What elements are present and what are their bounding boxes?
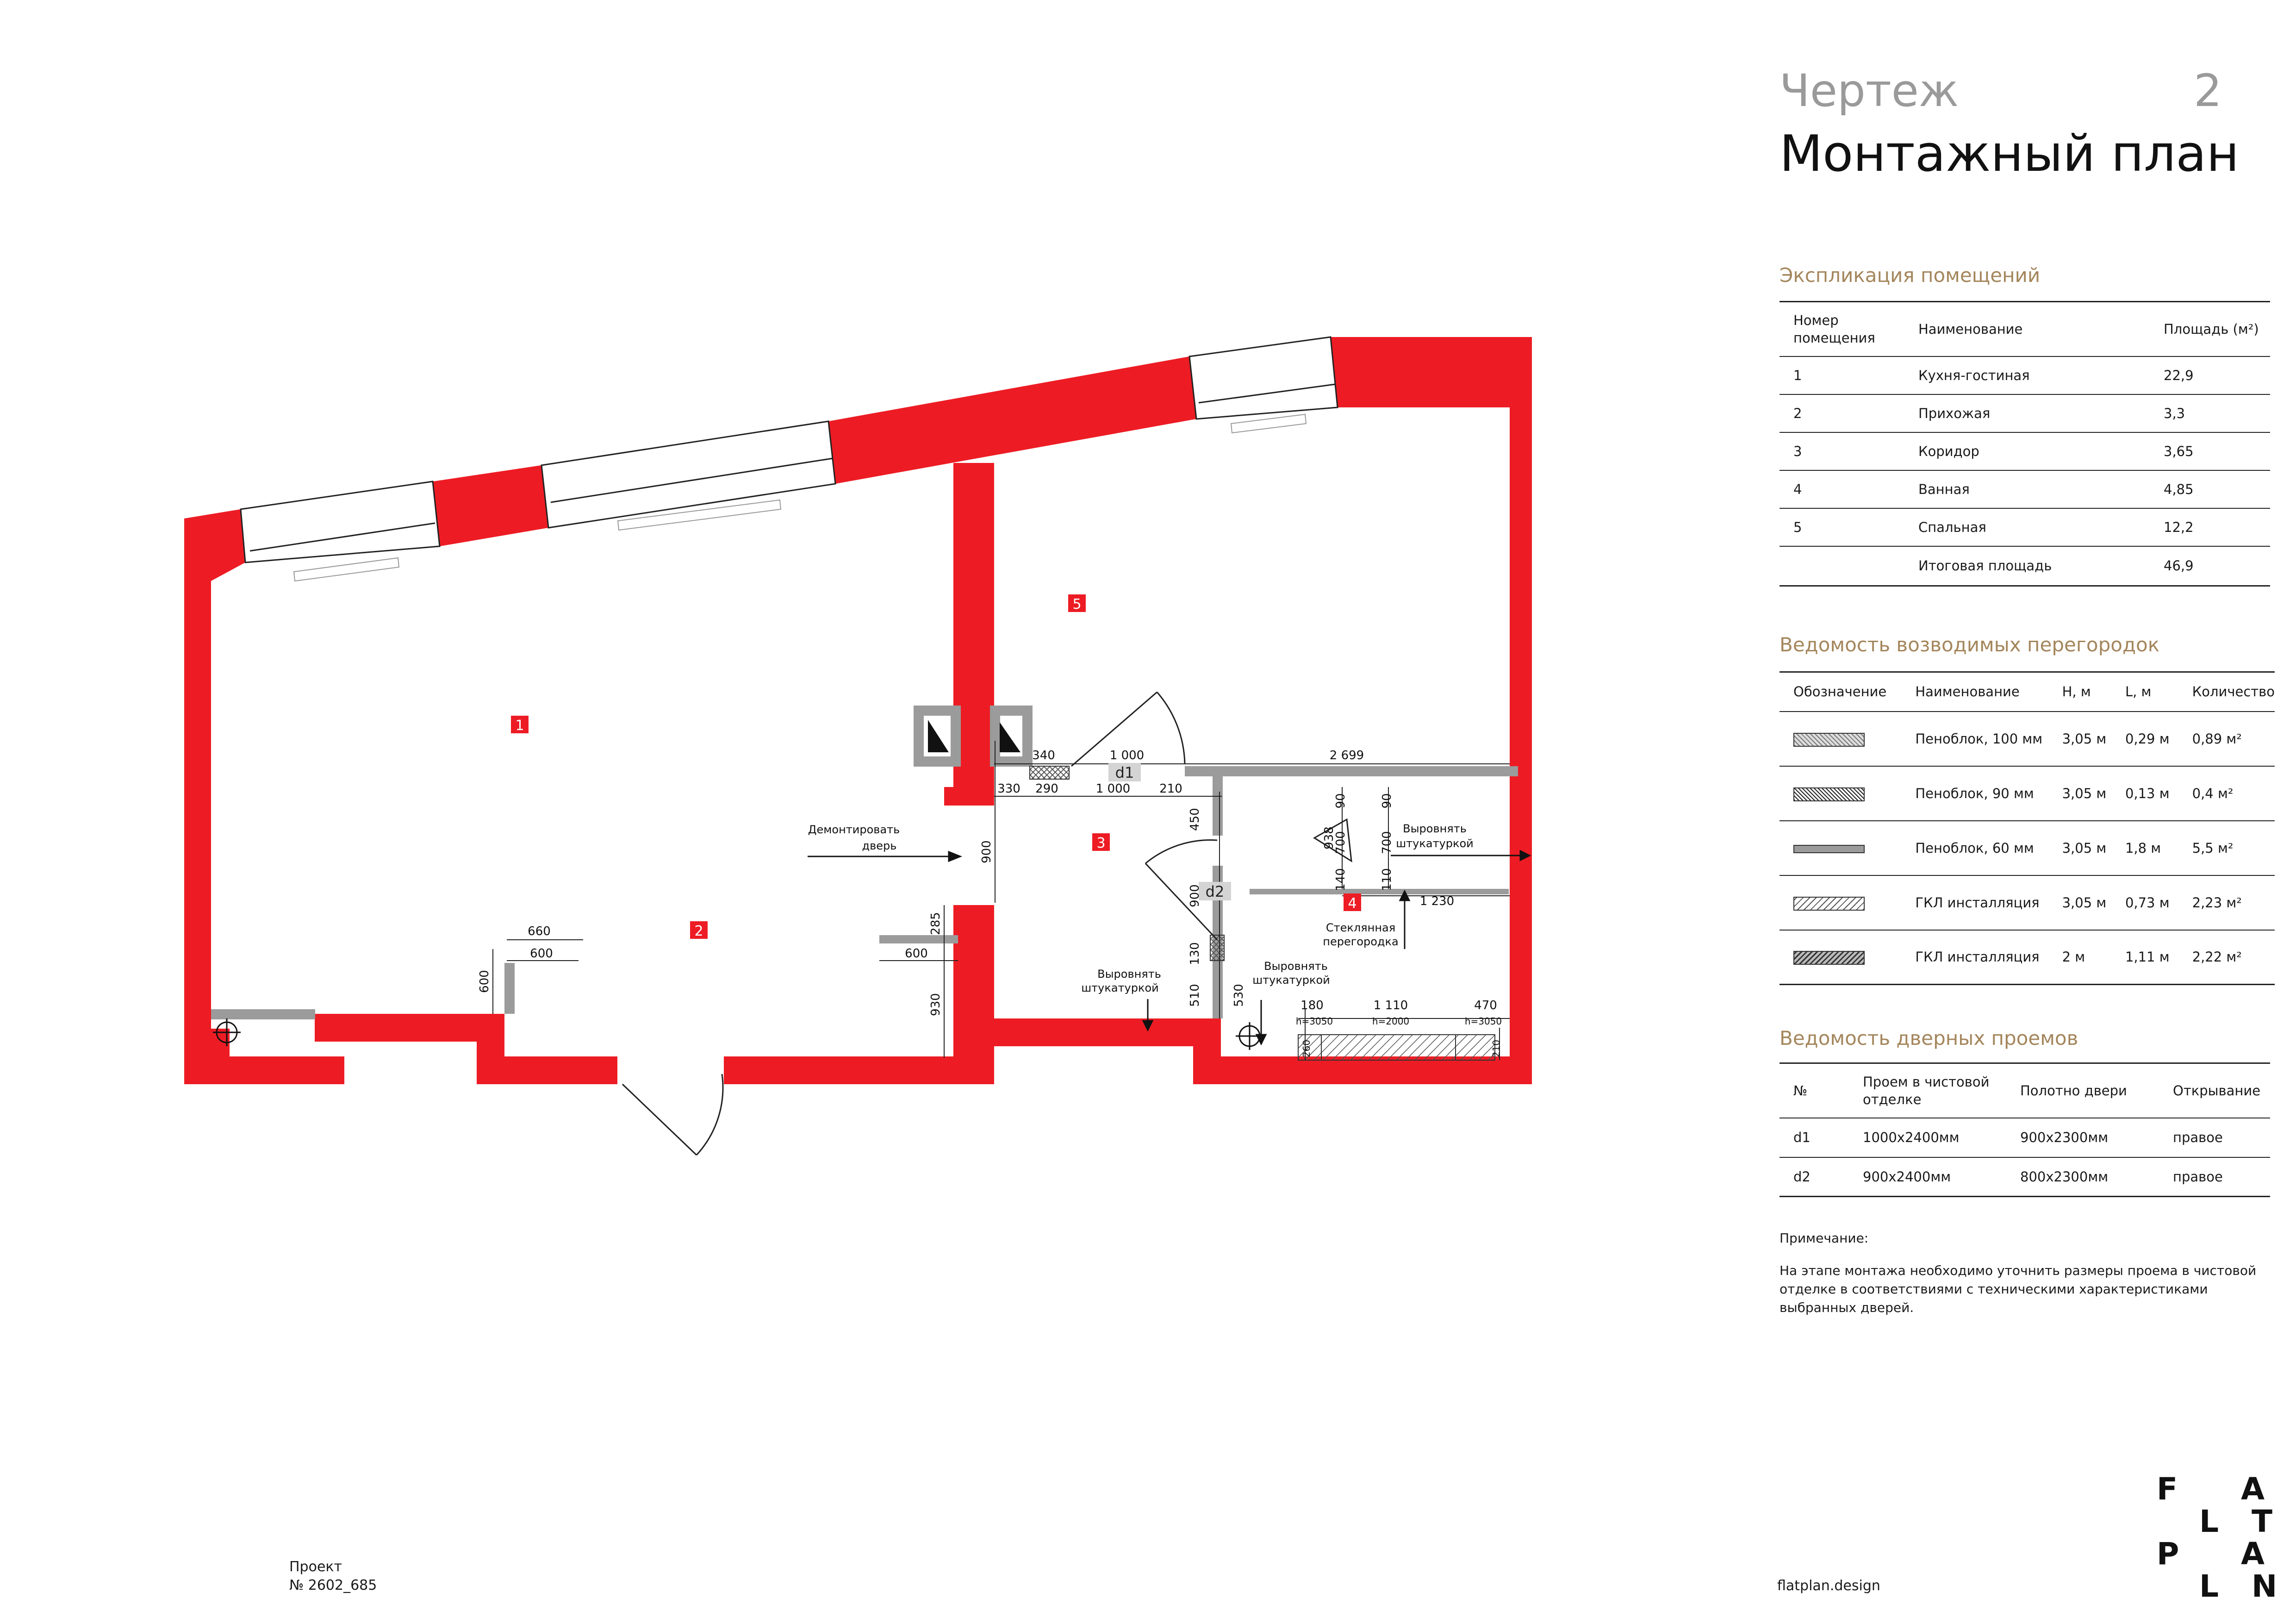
room-marker-1: 1 bbox=[515, 718, 524, 734]
col-name: Наименование bbox=[1904, 302, 2150, 356]
partition-l: 1,11 м bbox=[2111, 930, 2178, 985]
dim-938: 938 bbox=[1322, 826, 1336, 849]
table-row bbox=[1780, 821, 2275, 875]
logo-letter: A bbox=[2241, 1471, 2265, 1507]
partition-h: 3,05 м bbox=[2048, 712, 2111, 766]
room-num: 1 bbox=[1780, 356, 1904, 394]
room-name: Прихожая bbox=[1904, 394, 2150, 432]
room-marker-4: 4 bbox=[1348, 895, 1357, 912]
door-tag-d2: d2 bbox=[1205, 883, 1225, 900]
swatch-gkl-2 bbox=[1793, 951, 1865, 965]
partition-qty: 0,89 м² bbox=[2178, 712, 2275, 766]
room-area: 4,85 bbox=[2150, 470, 2270, 508]
room-name: Спальная bbox=[1904, 508, 2150, 546]
table-row bbox=[1780, 1118, 2270, 1157]
dim-510: 510 bbox=[1188, 984, 1202, 1007]
dim-90a: 90 bbox=[1334, 793, 1348, 809]
col-name: Наименование bbox=[1901, 672, 2048, 712]
partition-name: ГКЛ инсталляция bbox=[1901, 875, 2048, 930]
dim-110: 110 bbox=[1380, 868, 1394, 891]
dim-470: 470 bbox=[1474, 999, 1497, 1012]
dim-130: 130 bbox=[1188, 942, 1202, 965]
table-row bbox=[1780, 356, 2270, 394]
dim-140: 140 bbox=[1334, 868, 1348, 891]
logo-letter: F bbox=[2157, 1471, 2178, 1507]
room-name: Итоговая площадь bbox=[1904, 546, 2150, 586]
partition-name: Пеноблок, 60 мм bbox=[1901, 821, 2048, 875]
doors-table bbox=[1780, 1062, 2270, 1197]
room-num: 3 bbox=[1780, 432, 1904, 470]
dim-260: 260 bbox=[1301, 1039, 1312, 1058]
hatched-partitions bbox=[1030, 766, 1495, 1060]
level-plaster-2-line1: Выровнять bbox=[1264, 960, 1328, 973]
project-number: № 2602_685 bbox=[289, 1577, 377, 1593]
dim-90b: 90 bbox=[1380, 793, 1394, 809]
level-plaster-2-line2: штукатуркой bbox=[1252, 974, 1330, 987]
room-num: 4 bbox=[1780, 470, 1904, 508]
partition-l: 0,73 м bbox=[2111, 875, 2178, 930]
col-qty: Количество bbox=[2178, 672, 2275, 712]
dim-180: 180 bbox=[1300, 999, 1324, 1012]
annotations bbox=[808, 822, 1474, 994]
sheet-number: 2 bbox=[2194, 65, 2222, 117]
room-num: 5 bbox=[1780, 508, 1904, 546]
dim-600c: 600 bbox=[478, 970, 492, 993]
site-url: flatplan.design bbox=[1777, 1578, 1880, 1594]
partition-name: Пеноблок, 100 мм bbox=[1901, 712, 2048, 766]
partition-name: ГКЛ инсталляция bbox=[1901, 930, 2048, 985]
col-leaf: Полотно двери bbox=[2006, 1063, 2159, 1118]
dim-h3050a: h=3050 bbox=[1295, 1016, 1333, 1027]
dim-330: 330 bbox=[997, 782, 1020, 796]
door-leaf: 800x2300мм bbox=[2006, 1157, 2159, 1197]
dim-285: 285 bbox=[929, 912, 943, 935]
dim-210: 210 bbox=[1159, 782, 1182, 796]
partition-h: 3,05 м bbox=[2048, 821, 2111, 875]
table-row bbox=[1780, 712, 2275, 766]
partition-l: 0,29 м bbox=[2111, 712, 2178, 766]
door-leaf: 900x2300мм bbox=[2006, 1118, 2159, 1157]
partition-qty: 5,5 м² bbox=[2178, 821, 2275, 875]
col-id: № bbox=[1780, 1063, 1849, 1118]
room-name: Ванная bbox=[1904, 470, 2150, 508]
project-block bbox=[289, 1558, 377, 1595]
partition-name: Пеноблок, 90 мм bbox=[1901, 766, 2048, 821]
demolish-door-line2: дверь bbox=[862, 839, 897, 852]
room-area: 12,2 bbox=[2150, 508, 2270, 546]
room-name: Кухня-гостиная bbox=[1904, 356, 2150, 394]
dim-1000a: 1 000 bbox=[1109, 749, 1145, 762]
dim-600b: 600 bbox=[905, 947, 928, 961]
dim-1000b: 1 000 bbox=[1095, 782, 1131, 796]
room-marker-3: 3 bbox=[1096, 835, 1106, 851]
sheet-label: Чертеж bbox=[1780, 65, 1959, 117]
partition-h: 3,05 м bbox=[2048, 766, 2111, 821]
room-marker-5: 5 bbox=[1072, 596, 1082, 612]
table-row bbox=[1780, 766, 2275, 821]
demolish-door-line1: Демонтировать bbox=[808, 823, 900, 836]
level-plaster-1-line2: штукатуркой bbox=[1081, 981, 1159, 994]
room-area: 3,65 bbox=[2150, 432, 2270, 470]
dim-340: 340 bbox=[1032, 749, 1055, 762]
rooms-table-heading: Экспликация помещений bbox=[1780, 264, 2041, 287]
col-designation: Обозначение bbox=[1780, 672, 1901, 712]
col-area: Площадь (м²) bbox=[2150, 302, 2270, 356]
doors-table-heading: Ведомость дверных проемов bbox=[1780, 1027, 2078, 1049]
level-plaster-1-line1: Выровнять bbox=[1097, 968, 1161, 981]
table-row bbox=[1780, 875, 2275, 930]
dim-290: 290 bbox=[1035, 782, 1058, 796]
rooms-table bbox=[1780, 301, 2270, 587]
room-marker-2: 2 bbox=[694, 923, 703, 939]
dim-h2000: h=2000 bbox=[1372, 1016, 1410, 1027]
logo-letter: T bbox=[2252, 1504, 2273, 1539]
room-area: 3,3 bbox=[2150, 394, 2270, 432]
col-h: H, м bbox=[2048, 672, 2111, 712]
swatch-foam-60 bbox=[1793, 845, 1865, 853]
partition-qty: 2,22 м² bbox=[2178, 930, 2275, 985]
partition-h: 2 м bbox=[2048, 930, 2111, 985]
door-opening: 900x2400мм bbox=[1849, 1157, 2006, 1197]
table-row-total bbox=[1780, 546, 2270, 586]
page-title: Монтажный план bbox=[1780, 125, 2240, 183]
col-swing: Открывание bbox=[2159, 1063, 2270, 1118]
col-l: L, м bbox=[2111, 672, 2178, 712]
dim-1110: 1 110 bbox=[1373, 999, 1408, 1012]
dim-600a: 600 bbox=[530, 947, 553, 961]
dim-930: 930 bbox=[929, 993, 943, 1016]
room-num: 2 bbox=[1780, 394, 1904, 432]
dim-700b: 700 bbox=[1380, 831, 1394, 854]
swatch-gkl-1 bbox=[1793, 897, 1865, 911]
dim-900a: 900 bbox=[980, 840, 994, 863]
glass-partition-line1: Стеклянная bbox=[1325, 921, 1396, 934]
dim-900b: 900 bbox=[1188, 884, 1202, 907]
partition-h: 3,05 м bbox=[2048, 875, 2111, 930]
swatch-foam-100 bbox=[1793, 733, 1865, 747]
door-swing: правое bbox=[2159, 1118, 2270, 1157]
exterior-walls bbox=[184, 337, 1532, 1084]
table-row bbox=[1780, 432, 2270, 470]
swatch-foam-90 bbox=[1793, 787, 1865, 801]
table-row bbox=[1780, 930, 2275, 985]
room-name: Коридор bbox=[1904, 432, 2150, 470]
table-row bbox=[1780, 470, 2270, 508]
glass-partition-line2: перегородка bbox=[1323, 935, 1399, 948]
partition-qty: 2,23 м² bbox=[2178, 875, 2275, 930]
logo-letter: A bbox=[2241, 1536, 2265, 1572]
door-tag-d1: d1 bbox=[1115, 764, 1134, 781]
logo-letter: L bbox=[2199, 1504, 2219, 1539]
dim-450: 450 bbox=[1188, 808, 1202, 831]
dim-2699: 2 699 bbox=[1329, 749, 1364, 762]
dim-660: 660 bbox=[528, 924, 551, 938]
col-opening: Проем в чистовой отделке bbox=[1849, 1063, 2006, 1118]
partitions-table-heading: Ведомость возводимых перегородок bbox=[1780, 633, 2160, 656]
table-row bbox=[1780, 394, 2270, 432]
dim-h3050b: h=3050 bbox=[1464, 1016, 1502, 1027]
door-id: d2 bbox=[1780, 1157, 1849, 1197]
door-opening: 1000x2400мм bbox=[1849, 1118, 2006, 1157]
level-plaster-3-line2: штукатуркой bbox=[1396, 837, 1474, 850]
logo-letter: P bbox=[2157, 1536, 2179, 1572]
dim-210b: 210 bbox=[1491, 1039, 1502, 1058]
note-title: Примечание: bbox=[1780, 1230, 1869, 1246]
partition-l: 0,13 м bbox=[2111, 766, 2178, 821]
level-plaster-3-line1: Выровнять bbox=[1403, 822, 1467, 835]
logo-letter: L bbox=[2199, 1568, 2219, 1604]
project-label: Проект bbox=[289, 1559, 342, 1575]
dim-530: 530 bbox=[1232, 984, 1246, 1007]
col-number: Номер помещения bbox=[1780, 302, 1904, 356]
partitions-table bbox=[1780, 671, 2275, 985]
dim-700a: 700 bbox=[1334, 831, 1348, 854]
room-area: 22,9 bbox=[2150, 356, 2270, 394]
dim-1230: 1 230 bbox=[1419, 894, 1455, 908]
door-swing: правое bbox=[2159, 1157, 2270, 1197]
logo-letter: N bbox=[2252, 1568, 2277, 1604]
door-id: d1 bbox=[1780, 1118, 1849, 1157]
partition-l: 1,8 м bbox=[2111, 821, 2178, 875]
note-text: На этапе монтажа необходимо уточнить размеры проема в чистовой отделке в соответствиями с техническими характеристиками выбранных дверей. bbox=[1780, 1263, 2257, 1315]
partition-qty: 0,4 м² bbox=[2178, 766, 2275, 821]
dimension-labels bbox=[528, 749, 1502, 1027]
room-num bbox=[1780, 546, 1904, 586]
room-area: 46,9 bbox=[2150, 546, 2270, 586]
table-row bbox=[1780, 1157, 2270, 1197]
table-row bbox=[1780, 508, 2270, 546]
